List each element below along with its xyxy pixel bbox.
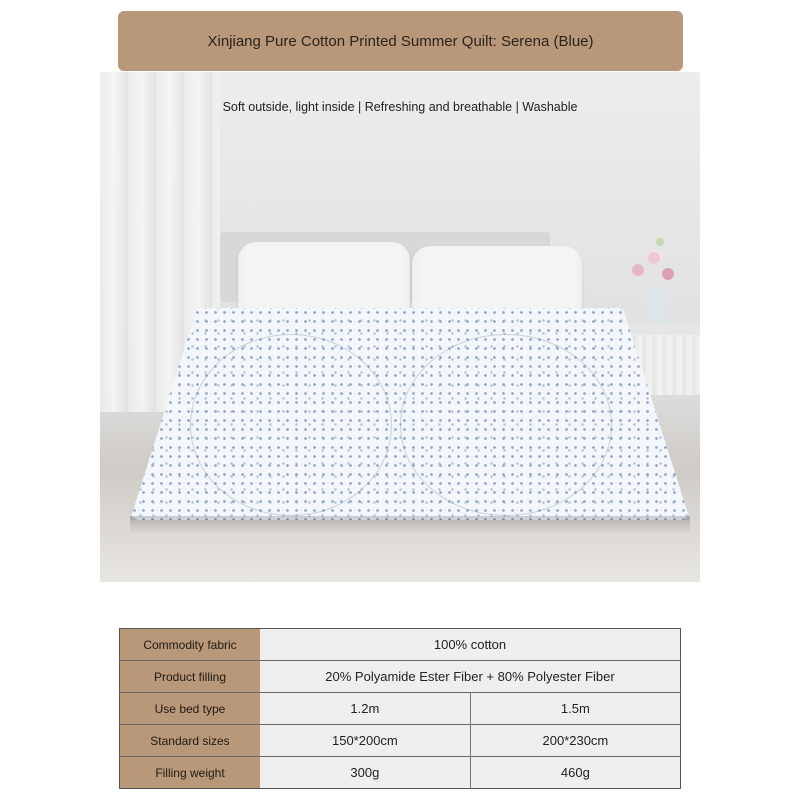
table-row [120, 661, 681, 693]
table-row [120, 693, 681, 725]
fabric-value: 100% cotton [260, 629, 681, 661]
size-value: 150*200cm [260, 725, 470, 757]
title-banner [118, 11, 683, 71]
filling-value: 20% Polyamide Ester Fiber + 80% Polyester Fiber [260, 661, 681, 693]
table-row [120, 757, 681, 789]
weight-value: 300g [260, 757, 470, 789]
table-row [120, 725, 681, 757]
size-value: 200*230cm [470, 725, 680, 757]
fabric-label: Commodity fabric [120, 629, 261, 661]
quilt-stitch [400, 334, 612, 516]
sizes-label: Standard sizes [120, 725, 261, 757]
bed-type-label: Use bed type [120, 693, 261, 725]
product-photo [100, 72, 700, 582]
table-row [120, 629, 681, 661]
bed-type-value: 1.2m [260, 693, 470, 725]
flower-decor [656, 238, 664, 246]
product-title: Xinjiang Pure Cotton Printed Summer Quilt: Serena (Blue) [207, 32, 594, 50]
spec-table [119, 628, 681, 789]
quilt-shadow [130, 516, 690, 534]
bed-type-value: 1.5m [470, 693, 680, 725]
filling-label: Product filling [120, 661, 261, 693]
weight-label: Filling weight [120, 757, 261, 789]
quilt-stitch [190, 334, 392, 516]
flower-decor [632, 264, 644, 276]
flower-decor [662, 268, 674, 280]
flower-decor [648, 252, 660, 264]
subtitle: Soft outside, light inside | Refreshing and breathable | Washable [222, 100, 578, 114]
vase-decor [646, 284, 668, 324]
weight-value: 460g [470, 757, 680, 789]
